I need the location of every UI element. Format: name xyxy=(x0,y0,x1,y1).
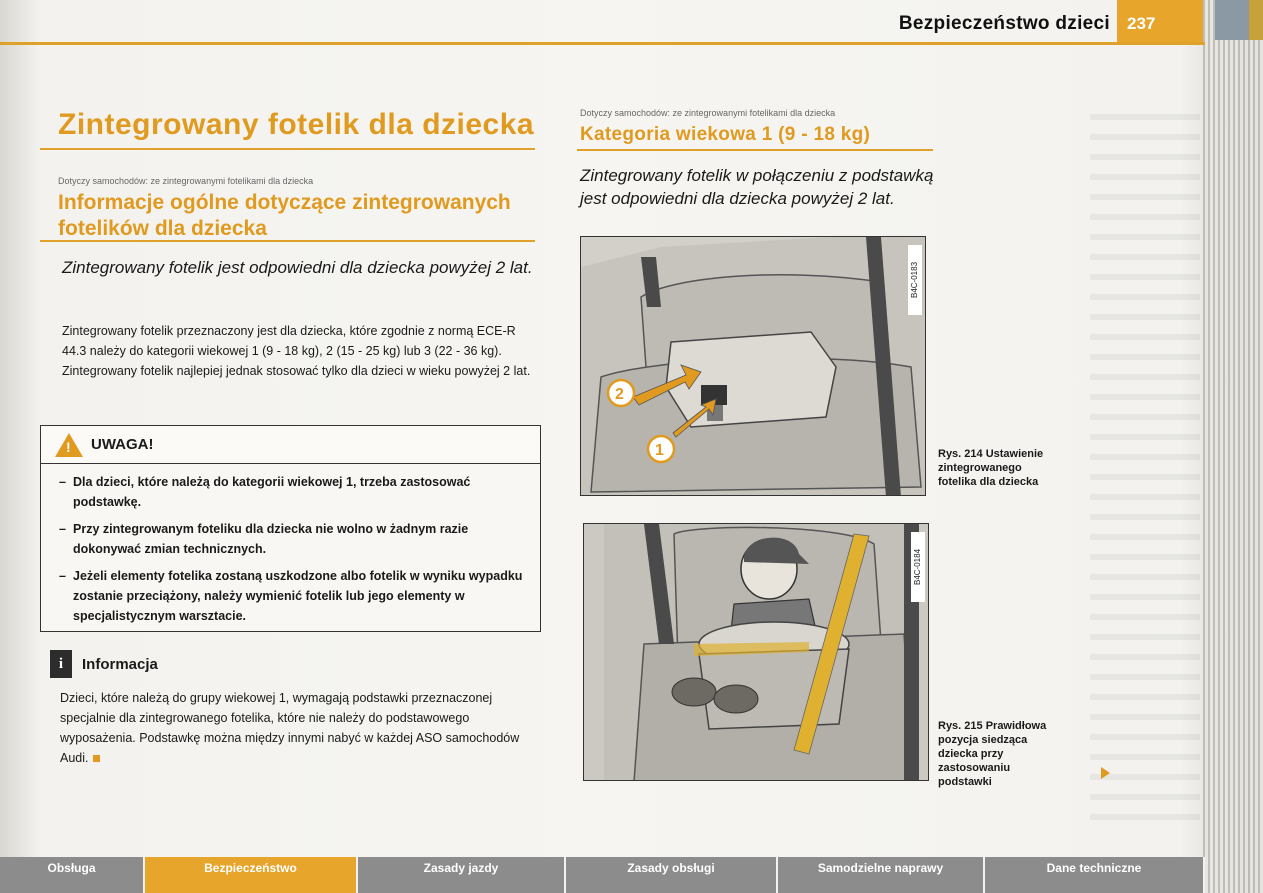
subsection-title: Informacje ogólne dotyczące zintegrowanych fotelików dla dziecka xyxy=(58,191,511,240)
figure-215-caption: Rys. 215 Prawidłowa pozycja siedząca dziecka przy zastosowaniu podstawki xyxy=(938,720,1047,788)
applicability-note: Dotyczy samochodów: ze zintegrowanymi fotelikami dla dziecka xyxy=(58,176,314,186)
info-title: Informacja xyxy=(82,655,158,673)
lead-paragraph: Zintegrowany fotelik jest odpowiedni dla dziecka powyżej 2 lat. xyxy=(62,258,533,277)
warning-icon: ! xyxy=(55,433,83,457)
category-rule xyxy=(577,149,933,151)
chapter-tab-zasady-obslugi[interactable]: Zasady obsługi xyxy=(566,857,778,893)
end-of-section-icon xyxy=(93,755,100,762)
warning-box xyxy=(40,425,541,632)
info-block xyxy=(50,650,540,768)
figure-214 xyxy=(580,236,926,496)
category-lead: Zintegrowany fotelik w połączeniu z podstawką jest odpowiedni dla dziecka powyżej 2 lat. xyxy=(580,166,934,208)
figure-215 xyxy=(583,523,929,781)
edge-tab-yellow xyxy=(1249,0,1263,40)
chapter-tab-dane-techniczne[interactable]: Dane techniczne xyxy=(985,857,1205,893)
chapter-tab-samodzielne-naprawy[interactable]: Samodzielne naprawy xyxy=(778,857,985,893)
chapter-tab-obsluga[interactable]: Obsługa xyxy=(0,857,145,893)
edge-tab-blue xyxy=(1215,0,1249,40)
child-seat-illustration xyxy=(584,524,929,781)
info-text: Dzieci, które należą do grupy wiekowej 1, wymagają podstawki przeznaczonej specjalnie dla zintegrowanego fotelika, które nie należy do podstawowego wyposażenia. Podstawkę można między innymi nabyć w każdej ASO samochodów Audi. xyxy=(60,691,520,765)
callout-2: 2 xyxy=(615,386,624,403)
continue-arrow-icon xyxy=(1101,767,1110,779)
warning-header xyxy=(41,426,540,464)
warning-item: – Jeżeli elementy fotelika zostaną uszkodzone albo fotelik w wyniku wypadku zostanie przeciążony, należy wymienić fotelik lub jego elementy w specjalistycznym warsztacie. xyxy=(59,566,528,626)
page-edge-stack xyxy=(1203,0,1263,893)
section-title: Zintegrowany fotelik dla dziecka xyxy=(58,108,535,141)
applicability-note-right: Dotyczy samochodów: ze zintegrowanymi fotelikami dla dziecka xyxy=(580,108,836,118)
seat-illustration xyxy=(581,237,926,496)
bleed-through-text xyxy=(1090,100,1200,820)
page-number: 237 xyxy=(1117,0,1203,42)
figure-code: B4C-0184 xyxy=(911,532,925,602)
section-rule xyxy=(40,148,535,150)
warning-item: – Przy zintegrowanym foteliku dla dziecka nie wolno w żadnym razie dokonywać zmian technicznych. xyxy=(59,519,528,559)
chapter-nav xyxy=(0,857,1205,893)
header-title: Bezpieczeństwo dzieci xyxy=(898,13,1110,34)
info-icon: i xyxy=(50,650,72,678)
info-header xyxy=(50,650,540,678)
subsection-rule xyxy=(40,240,535,242)
left-column xyxy=(0,0,560,893)
warning-list xyxy=(41,464,540,626)
category-title: Kategoria wiekowa 1 (9 - 18 kg) xyxy=(580,124,871,145)
chapter-tab-bezpieczenstwo[interactable]: Bezpieczeństwo xyxy=(145,857,358,893)
figure-code: B4C-0183 xyxy=(908,245,922,315)
chapter-tab-zasady-jazdy[interactable]: Zasady jazdy xyxy=(358,857,566,893)
callout-1: 1 xyxy=(655,442,664,459)
warning-title: UWAGA! xyxy=(91,436,154,453)
figure-214-caption: Rys. 214 Ustawienie zintegrowanego fotelika dla dziecka xyxy=(938,448,1044,488)
body-paragraph: Zintegrowany fotelik przeznaczony jest dla dziecka, które zgodnie z normą ECE-R 44.3 należy do kategorii wiekowej 1 (9 - 18 kg), 2 (15 - 25 kg) lub 3 (22 - 36 kg). Zintegrowany fotelik najlepiej jednak stosować tylko dla dzieci w wieku powyżej 2 lat. xyxy=(62,324,531,378)
warning-item: – Dla dzieci, które należą do kategorii wiekowej 1, trzeba zastosować podstawkę. xyxy=(59,472,528,512)
